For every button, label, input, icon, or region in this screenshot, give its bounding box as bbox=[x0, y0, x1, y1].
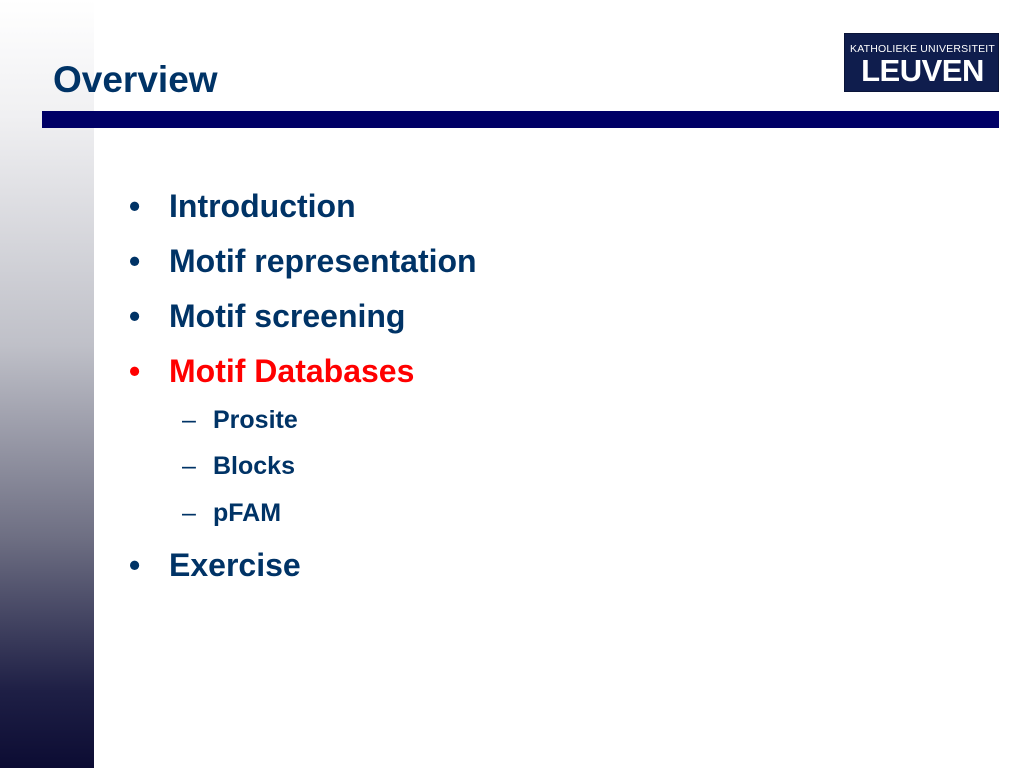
outline-subitem-prosite bbox=[182, 405, 298, 435]
dash-icon: – bbox=[182, 406, 196, 434]
outline-item-motif-databases bbox=[129, 352, 414, 390]
outline-item-introduction bbox=[129, 187, 356, 225]
outline-item-label: Exercise bbox=[169, 547, 301, 583]
outline-item-label: Motif Databases bbox=[169, 353, 415, 389]
bullet-icon: • bbox=[129, 353, 141, 389]
outline-subitem-blocks bbox=[182, 451, 295, 481]
outline-item-label: Introduction bbox=[169, 188, 356, 224]
bullet-icon: • bbox=[129, 547, 141, 583]
outline-item-motif-screening bbox=[129, 297, 405, 335]
outline-subitem-label: pFAM bbox=[213, 499, 282, 527]
dash-icon: – bbox=[182, 452, 196, 480]
outline-item-motif-representation bbox=[129, 242, 477, 280]
outline-subitem-pfam bbox=[182, 498, 281, 528]
dash-icon: – bbox=[182, 499, 196, 527]
bullet-icon: • bbox=[129, 188, 141, 224]
bullet-icon: • bbox=[129, 298, 141, 334]
outline-item-exercise bbox=[129, 546, 301, 584]
bullet-icon: • bbox=[129, 243, 141, 279]
outline-item-label: Motif screening bbox=[169, 298, 406, 334]
logo-subtitle: KATHOLIEKE UNIVERSITEIT bbox=[849, 43, 996, 55]
outline-subitem-label: Blocks bbox=[213, 452, 295, 480]
slide-title: Overview bbox=[53, 59, 218, 100]
logo-wordmark: LEUVEN bbox=[861, 53, 984, 88]
outline-subitem-label: Prosite bbox=[213, 406, 298, 434]
outline-item-label: Motif representation bbox=[169, 243, 477, 279]
